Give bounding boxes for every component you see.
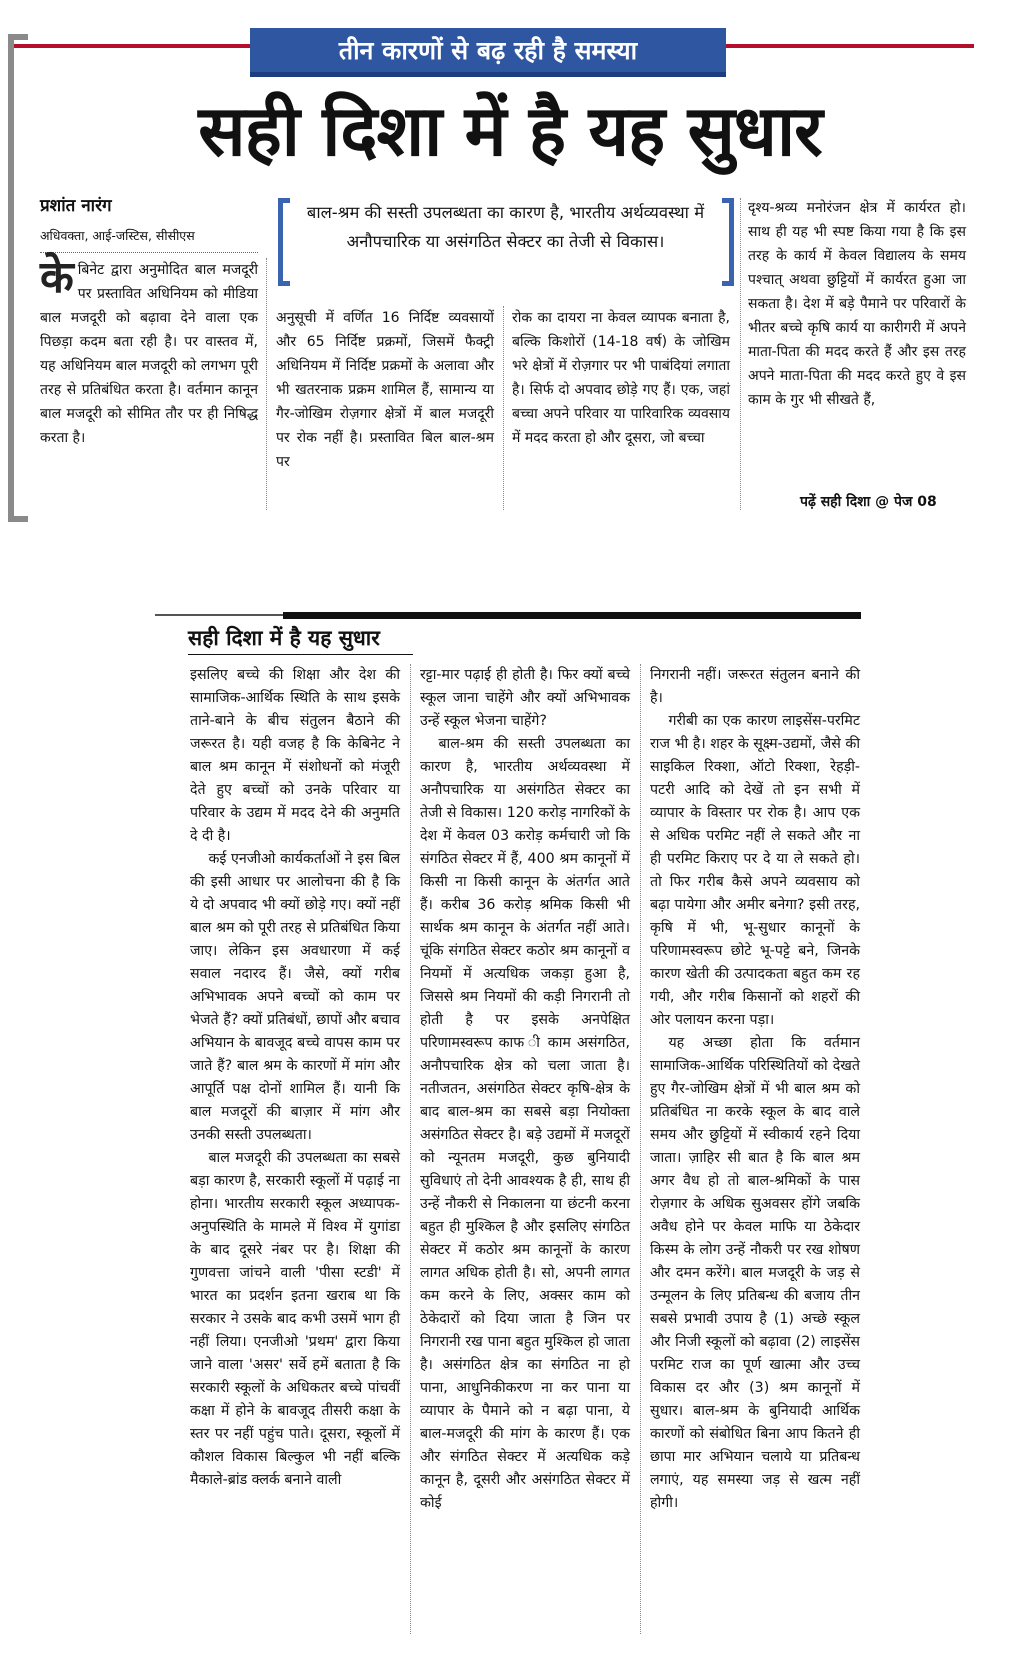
paragraph: रट्टा-मार पढ़ाई ही होती है। फिर क्यों बच्चे स्कूल जाना चाहेंगे और क्यों अभिभावक उन्हें स्कूल भेजना चाहेंगे? bbox=[420, 667, 630, 729]
paragraph: बाल-श्रम की सस्ती उपलब्धता का कारण है, भारतीय अर्थव्यवस्था में अनौपचारिक या असंगठित सेक्टर का तेजी से विकास। 120 करोड़ नागरिकों के देश में केवल 03 करोड़ कर्मचारी जो कि संगठित सेक्टर में हैं, 400 श्रम कानूनों में किसी ना किसी कानून के अंतर्गत आते हैं। करीब 36 करोड़ श्रमिक किसी भी सार्थक श्रम कानून के अंतर्गत नहीं आते। चूंकि संगठित सेक्टर कठोर श्रम कानूनों व नियमों में अत्यधिक जकड़ा हुआ है, जिससे श्रम नियमों की कड़ी निगरानी तो होती है पर इसके अनपेक्षित परिणामस्वरूप काफ ी काम असंगठित, अनौपचारिक क्षेत्र को चला जाता है। नतीजतन, असंगठित सेक्टर कृषि-क्षेत्र के बाद बाल-श्रम का सबसे बड़ा नियोक्ता असंगठित सेक्टर है। बड़े उद्यमों में मजदूरों को न्यूनतम मजदूरी, कुछ बुनियादी सुविधाएं तो देनी आवश्यक है ही, साथ ही उन्हें नौकरी से निकालना या छंटनी करना बहुत ही मुश्किल है और इसलिए संगठित सेक्टर में कठोर श्रम कानूनों के कारण लागत अधिक होती है। सो, अपनी लागत कम करने के लिए, अक्सर काम को ठेकेदारों को दिया जाता है जिन पर निगरानी रख पाना बहुत मुश्किल हो जाता है। असंगठित क्षेत्र का संगठित ना हो पाना, आधुनिकीकरण ना कर पाना या व्यापार के पैमाने को न बढ़ा पाना, ये बाल-मजदूरी की मांग के कारण हैं। एक और संगठित सेक्टर में अत्यधिक कड़े कानून है, दूसरी और असंगठित सेक्टर में कोई bbox=[420, 736, 630, 1511]
lead-column-1 bbox=[40, 252, 258, 450]
pull-quote: बाल-श्रम की सस्ती उपलब्धता का कारण है, भारतीय अर्थव्यवस्था में अनौपचारिक या असंगठित सेक्टर का तेजी से विकास। bbox=[306, 203, 705, 251]
kicker-banner: तीन कारणों से बढ़ रही है समस्या bbox=[250, 28, 726, 77]
continuation-title-underline bbox=[188, 654, 413, 655]
drop-cap: के bbox=[40, 252, 74, 303]
lead-column-1-text: बिनेट द्वारा अनुमोदित बाल मजदूरी पर प्रस्तावित अधिनियम को मीडिया बाल मजदूरी को बढ़ावा देने वाला एक पिछड़ा कदम बता रही है। पर वास्तव में, यह अधिनियम बाल मजदूरी को लगभग पूरी तरह से प्रतिबंधित करता है। वर्तमान कानून बाल मजदूरी को सीमित तौर पर ही निषिद्ध करता है। bbox=[40, 262, 258, 446]
lead-column-2: अनुसूची में वर्णित 16 निर्दिष्ट व्यवसायों और 65 निर्दिष्ट प्रक्रमों, जिसमें फैक्ट्री अधिनियम में निर्दिष्ट प्रक्रमों के अलावा और भी खतरनाक प्रक्रम शामिल हैं, सामान्य या गैर-जोखिम रोज़गार क्षेत्रों में बाल मजदूरी पर रोक नहीं है। प्रस्तावित बिल बाल-श्रम पर bbox=[276, 310, 494, 470]
author-role: अधिवक्ता, आई-जस्टिस, सीसीएस bbox=[40, 228, 195, 243]
frame-bottom-corner bbox=[8, 516, 28, 522]
paragraph: गरीबी का एक कारण लाइसेंस-परमिट राज भी है। शहर के सूक्ष्म-उद्यमों, जैसे की साइकिल रिक्शा, ऑटो रिक्शा, रेहड़ी-पटरी आदि को देखें तो इन सभी में व्यापार के विस्तार पर रोक है। आप एक से अधिक परमिट नहीं ले सकते और ना ही परमिट किराए पर दे या ले सकते हो। तो फिर गरीब कैसे अपने व्यवसाय को बढ़ा पायेगा और अमीर बनेगा? इसी तरह, कृषि में भी, भू-सुधार कानूनों के परिणामस्वरूप छोटे भू-पट्टे बने, जिनके कारण खेती की उत्पादकता बहुत कम रह गयी, और गरीब किसानों को शहरों की ओर पलायन करना पड़ा। bbox=[650, 713, 860, 1028]
lead-column-3: रोक का दायरा ना केवल व्यापक बनाता है, बल्कि किशोरों (14-18 वर्ष) के जोखिम भरे क्षेत्रों में रोज़गार पर भी पाबंदियां लगाता है। सिर्फ दो अपवाद छोड़े गए हैं। एक, जहां बच्चा अपने परिवार या पारिवारिक व्यवसाय में मदद करता हो और दूसरा, जो बच्चा bbox=[512, 310, 730, 446]
continuation-bar bbox=[283, 612, 861, 619]
lead-column-4: दृश्य-श्रव्य मनोरंजन क्षेत्र में कार्यरत हो। साथ ही यह भी स्पष्ट किया गया है कि इस तरह के कार्य में केवल विद्यालय के समय पश्चात् अथवा छुट्टियों में कार्यरत हुआ जा सकता है। देश में बड़े पैमाने पर परिवारों के भीतर बच्चे कृषि कार्य या कारीगरी में अपने माता-पिता की मदद करते हैं और इस तरह अपने माता-पिता की मदद करते हुए वे इस काम के गुर भी सीखते हैं, bbox=[748, 200, 966, 408]
paragraph: निगरानी नहीं। जरूरत संतुलन बनाने की है। bbox=[650, 667, 860, 706]
column-rule bbox=[640, 664, 641, 1634]
paragraph: यह अच्छा होता कि वर्तमान सामाजिक-आर्थिक परिस्थितियों को देखते हुए गैर-जोखिम क्षेत्रों में भी बाल श्रम को प्रतिबंधित ना करके स्कूल के बाद वाले समय और छुट्टियों में स्वीकार्य रहने दिया जाता। ज़ाहिर सी बात है कि बाल श्रम अगर वैध हो तो बाल-श्रमिकों के पास रोज़गार के अधिक सुअवसर होंगे जबकि अवैध होने पर केवल माफि या ठेकेदार किस्म के लोग उन्हें नौकरी पर रख शोषण और दमन करेंगे। बाल मजदूरी के जड़ से उन्मूलन के लिए प्रतिबन्ध की बजाय तीन सबसे प्रभावी उपाय है (1) अच्छे स्कूल और निजी स्कूलों को बढ़ावा (2) लाइसेंस परमिट राज का पूर्ण खात्मा और उच्च विकास दर और (3) श्रम कानूनों में सुधार। बाल-श्रम के बुनियादी आर्थिक कारणों को संबोधित बिना आप कितने ही छापा मार अभियान चलाये या प्रतिबन्ध लगाएं, यह समस्या जड़ से खत्म नहीं होगी। bbox=[650, 1035, 860, 1511]
continuation-column-2 bbox=[420, 664, 630, 1515]
column-rule bbox=[266, 258, 267, 510]
author-name: प्रशांत नारंग bbox=[40, 196, 112, 216]
continuation-title: सही दिशा में है यह सुधार bbox=[188, 626, 380, 650]
column-rule bbox=[740, 198, 741, 510]
paragraph: इसलिए बच्चे की शिक्षा और देश की सामाजिक-आर्थिक स्थिति के साथ इसके ताने-बाने के बीच संतुलन बैठाने की जरूरत है। यही वजह है कि केबिनेट ने बाल श्रम कानून में संशोधनों को मंजूरी देते हुए बच्चों को उनके परिवार या परिवार के उद्यम में मदद देने की अनुमति दे दी है। bbox=[190, 667, 400, 844]
continuation-column-3 bbox=[650, 664, 860, 1515]
column-rule bbox=[410, 664, 411, 1634]
continuation-column-1 bbox=[190, 664, 400, 1492]
paragraph: बाल मजदूरी की उपलब्धता का सबसे बड़ा कारण है, सरकारी स्कूलों में पढ़ाई ना होना। भारतीय सरकारी स्कूल अध्यापक-अनुपस्थिति के मामले में विश्व में युगांडा के बाद दूसरे नंबर पर है। शिक्षा की गुणवत्ता जांचने वाली 'पीसा स्टडी' में भारत का प्रदर्शन इतना खराब था कि सरकार ने उसके बाद कभी उसमें भाग ही नहीं लिया। एनजीओ 'प्रथम' द्वारा किया जाने वाला 'असर' सर्वे हमें बताता है कि सरकारी स्कूलों के अधिकतर बच्चे पांचवीं कक्षा में होने के बावजूद तीसरी कक्षा के स्तर पर नहीं पहुंच पाते। दूसरा, स्कूलों में कौशल विकास बिल्कुल भी नहीं बल्कि मैकाले-ब्रांड क्लर्क बनाने वाली bbox=[190, 1150, 400, 1488]
headline: सही दिशा में है यह सुधार bbox=[198, 90, 822, 172]
continued-on-page: पढ़ें सही दिशा @ पेज 08 bbox=[800, 494, 937, 510]
paragraph: कई एनजीओ कार्यकर्ताओं ने इस बिल की इसी आधार पर आलोचना की है कि ये दो अपवाद भी क्यों छोड़े गए। क्यों नहीं बाल श्रम को पूरी तरह से प्रतिबंधित किया जाए। लेकिन इस अवधारणा में कई सवाल नदारद हैं। जैसे, क्यों गरीब अभिभावक अपने बच्चों को काम पर भेजते हैं? क्यों प्रतिबंधों, छापों और बचाव अभियान के बावजूद बच्चे वापस काम पर जाते हैं? बाल श्रम के कारणों में मांग और आपूर्ति पक्ष दोनों शामिल हैं। यानी कि बाल मजदूरों की बाज़ार में मांग और उनकी सस्ती उपलब्धता। bbox=[190, 851, 400, 1143]
frame-top-corner bbox=[8, 34, 28, 40]
frame-left-border bbox=[8, 34, 14, 522]
column-rule bbox=[503, 306, 504, 510]
